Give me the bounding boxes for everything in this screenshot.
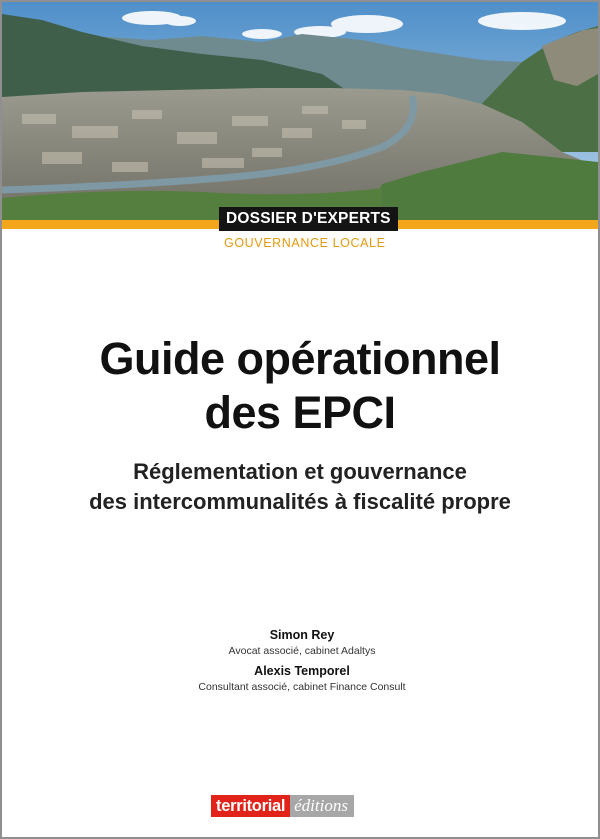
author-name: Alexis Temporel <box>254 664 350 678</box>
subtitle-line-1: Réglementation et gouvernance <box>133 459 467 484</box>
book-subtitle <box>2 457 598 517</box>
series-badge: DOSSIER D'EXPERTS <box>219 207 398 231</box>
book-title <box>2 332 598 440</box>
author-role: Consultant associé, cabinet Finance Consult <box>198 681 406 693</box>
publisher-imprint: éditions <box>290 795 354 817</box>
author-name: Simon Rey <box>269 628 335 642</box>
publisher-name: territorial <box>211 795 290 817</box>
title-line-1: Guide opérationnel <box>99 333 501 384</box>
series-collection: GOUVERNANCE LOCALE <box>224 236 386 250</box>
aerial-city-valley-photo <box>2 2 598 224</box>
authors-block <box>152 627 452 699</box>
subtitle-line-2: des intercommunalités à fiscalité propre <box>89 489 511 514</box>
title-line-2: des EPCI <box>204 387 396 438</box>
publisher-logo <box>211 795 354 817</box>
author-role: Avocat associé, cabinet Adaltys <box>228 645 376 657</box>
